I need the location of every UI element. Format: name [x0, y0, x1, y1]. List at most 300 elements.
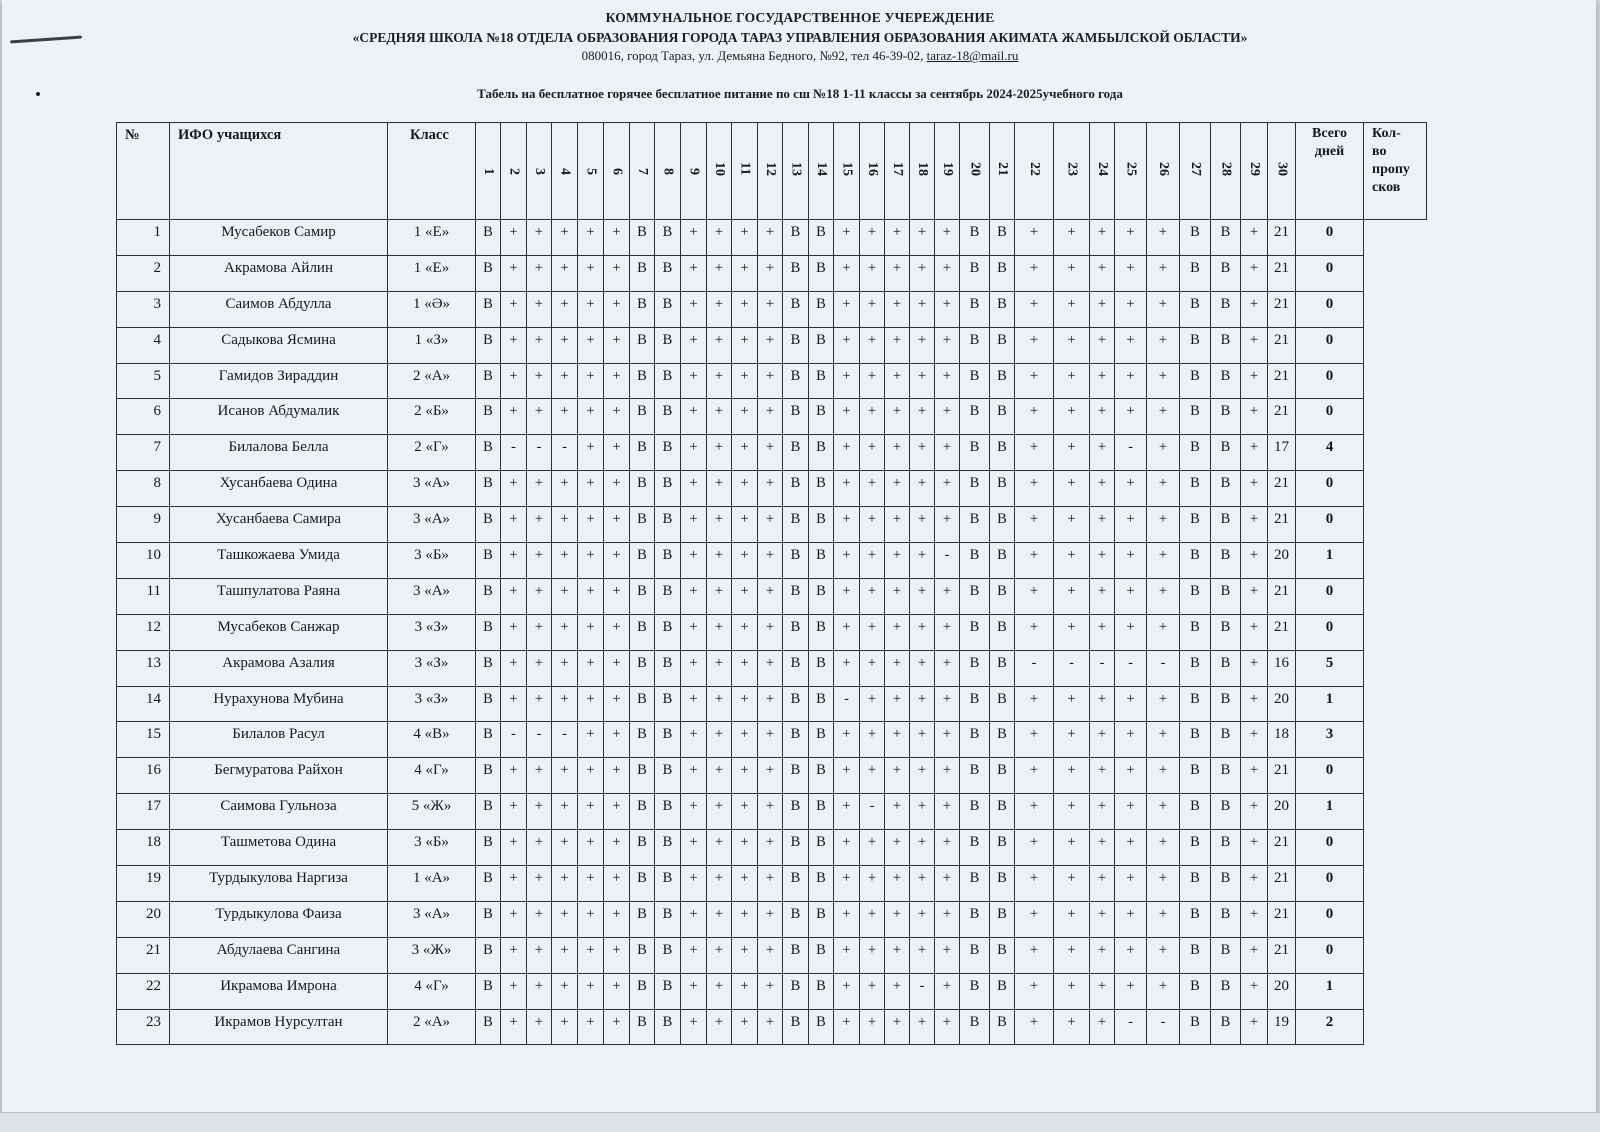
student-name-cell: Мусабеков Санжар: [170, 614, 388, 650]
attendance-mark-cell: +: [1015, 543, 1054, 579]
total-days-cell: 21: [1268, 507, 1296, 543]
attendance-mark-cell: +: [501, 650, 527, 686]
attendance-mark-cell: +: [552, 327, 578, 363]
attendance-mark-cell: В: [783, 1009, 809, 1045]
attendance-mark-cell: В: [655, 901, 681, 937]
attendance-mark-cell: +: [1054, 471, 1090, 507]
attendance-mark-cell: +: [758, 614, 783, 650]
attendance-mark-cell: +: [1015, 794, 1054, 830]
attendance-mark-cell: +: [1241, 578, 1268, 614]
missed-days-cell: 0: [1296, 866, 1364, 902]
attendance-mark-cell: +: [834, 435, 860, 471]
attendance-mark-cell: +: [707, 686, 732, 722]
attendance-mark-cell: +: [1054, 937, 1090, 973]
row-number-cell: 6: [117, 399, 170, 435]
attendance-mark-cell: +: [758, 722, 783, 758]
attendance-mark-cell: +: [578, 614, 604, 650]
attendance-mark-cell: +: [1090, 901, 1115, 937]
day-header-label: 14: [814, 161, 829, 176]
class-cell: 4 «Г»: [388, 973, 476, 1009]
row-number-cell: 21: [117, 937, 170, 973]
missed-days-cell: 0: [1296, 471, 1364, 507]
attendance-mark-cell: +: [1015, 758, 1054, 794]
attendance-mark-cell: В: [1180, 937, 1211, 973]
attendance-mark-cell: +: [860, 220, 885, 256]
attendance-mark-cell: +: [1241, 650, 1268, 686]
attendance-mark-cell: +: [578, 435, 604, 471]
attendance-mark-cell: В: [476, 507, 501, 543]
day-header-label: 21: [995, 161, 1010, 176]
attendance-mark-cell: В: [990, 614, 1015, 650]
attendance-mark-cell: +: [885, 435, 910, 471]
attendance-mark-cell: +: [834, 937, 860, 973]
attendance-mark-cell: В: [960, 722, 990, 758]
day-header-11: [732, 123, 758, 220]
attendance-mark-cell: +: [578, 363, 604, 399]
attendance-mark-cell: +: [1090, 686, 1115, 722]
attendance-mark-cell: В: [1180, 650, 1211, 686]
attendance-mark-cell: +: [681, 686, 707, 722]
day-header-26: [1147, 123, 1180, 220]
org-name-line2: «СРЕДНЯЯ ШКОЛА №18 ОТДЕЛА ОБРАЗОВАНИЯ ГОРОДА ТАРАЗ УПРАВЛЕНИЯ ОБРАЗОВАНИЯ АКИМАТА ЖАМБЫЛСКОЙ ОБЛАСТИ»: [352, 30, 1248, 45]
attendance-mark-cell: +: [604, 722, 630, 758]
total-days-cell: 21: [1268, 614, 1296, 650]
attendance-mark-cell: В: [630, 399, 655, 435]
row-number-cell: 18: [117, 830, 170, 866]
col-header-missed-days: [1364, 123, 1427, 220]
attendance-mark-cell: +: [1241, 291, 1268, 327]
attendance-mark-cell: +: [604, 435, 630, 471]
attendance-mark-cell: +: [1015, 399, 1054, 435]
attendance-mark-cell: +: [552, 291, 578, 327]
attendance-mark-cell: +: [1147, 399, 1180, 435]
attendance-mark-cell: +: [885, 578, 910, 614]
attendance-mark-cell: +: [527, 578, 552, 614]
day-header-17: [885, 123, 910, 220]
attendance-mark-cell: В: [1211, 1009, 1241, 1045]
attendance-mark-cell: В: [1211, 722, 1241, 758]
attendance-mark-cell: +: [860, 722, 885, 758]
attendance-mark-cell: +: [604, 291, 630, 327]
attendance-mark-cell: +: [707, 543, 732, 579]
class-cell: 5 «Ж»: [388, 794, 476, 830]
attendance-mark-cell: +: [552, 220, 578, 256]
attendance-mark-cell: +: [501, 973, 527, 1009]
attendance-mark-cell: В: [809, 578, 834, 614]
attendance-mark-cell: +: [501, 686, 527, 722]
attendance-mark-cell: +: [552, 686, 578, 722]
total-days-cell: 21: [1268, 255, 1296, 291]
attendance-mark-cell: +: [1147, 686, 1180, 722]
attendance-mark-cell: +: [1115, 901, 1147, 937]
day-header-label: 6: [609, 167, 625, 175]
total-days-cell: 21: [1268, 901, 1296, 937]
student-name-cell: Икрамов Нурсултан: [170, 1009, 388, 1045]
attendance-mark-cell: +: [1241, 220, 1268, 256]
attendance-mark-cell: В: [783, 543, 809, 579]
total-days-cell: 20: [1268, 794, 1296, 830]
attendance-mark-cell: В: [476, 614, 501, 650]
attendance-mark-cell: +: [501, 758, 527, 794]
attendance-mark-cell: В: [960, 937, 990, 973]
attendance-mark-cell: +: [578, 255, 604, 291]
attendance-mark-cell: +: [834, 471, 860, 507]
attendance-mark-cell: +: [758, 866, 783, 902]
missed-days-cell: 0: [1296, 901, 1364, 937]
email-link[interactable]: taraz-18@mail.ru: [926, 48, 1019, 63]
attendance-mark-cell: +: [732, 937, 758, 973]
attendance-mark-cell: В: [783, 937, 809, 973]
attendance-mark-cell: -: [501, 722, 527, 758]
attendance-mark-cell: +: [860, 973, 885, 1009]
class-cell: 3 «А»: [388, 578, 476, 614]
attendance-mark-cell: +: [1015, 578, 1054, 614]
attendance-mark-cell: +: [834, 830, 860, 866]
attendance-mark-cell: +: [834, 399, 860, 435]
attendance-mark-cell: +: [885, 650, 910, 686]
day-header-label: 13: [788, 161, 804, 176]
attendance-mark-cell: +: [935, 830, 960, 866]
attendance-mark-cell: +: [1054, 435, 1090, 471]
class-cell: 1 «А»: [388, 866, 476, 902]
attendance-mark-cell: В: [476, 255, 501, 291]
class-cell: 3 «Б»: [388, 543, 476, 579]
attendance-mark-cell: +: [681, 937, 707, 973]
attendance-mark-cell: В: [783, 973, 809, 1009]
attendance-mark-cell: В: [476, 722, 501, 758]
attendance-mark-cell: +: [910, 291, 935, 327]
attendance-mark-cell: +: [1090, 507, 1115, 543]
attendance-mark-cell: +: [1015, 686, 1054, 722]
attendance-mark-cell: В: [1211, 291, 1241, 327]
attendance-mark-cell: +: [681, 435, 707, 471]
attendance-mark-cell: +: [935, 471, 960, 507]
attendance-mark-cell: В: [809, 1009, 834, 1045]
attendance-mark-cell: +: [707, 435, 732, 471]
attendance-mark-cell: +: [935, 327, 960, 363]
attendance-mark-cell: +: [1054, 399, 1090, 435]
attendance-mark-cell: +: [860, 650, 885, 686]
attendance-mark-cell: +: [604, 901, 630, 937]
attendance-mark-cell: +: [1015, 255, 1054, 291]
attendance-mark-cell: +: [935, 578, 960, 614]
attendance-mark-cell: +: [707, 722, 732, 758]
total-days-cell: 17: [1268, 435, 1296, 471]
attendance-mark-cell: В: [960, 614, 990, 650]
org-address: [0, 48, 1600, 64]
attendance-mark-cell: В: [630, 220, 655, 256]
attendance-mark-cell: +: [707, 578, 732, 614]
attendance-mark-cell: В: [655, 1009, 681, 1045]
attendance-mark-cell: В: [655, 650, 681, 686]
attendance-mark-cell: В: [990, 794, 1015, 830]
attendance-mark-cell: +: [501, 901, 527, 937]
day-header-label: 26: [1156, 161, 1171, 176]
attendance-mark-cell: В: [1211, 327, 1241, 363]
attendance-mark-cell: В: [630, 471, 655, 507]
table-row: [117, 686, 1427, 722]
attendance-mark-cell: В: [990, 435, 1015, 471]
total-days-cell: 21: [1268, 399, 1296, 435]
attendance-mark-cell: +: [501, 578, 527, 614]
attendance-mark-cell: В: [1211, 435, 1241, 471]
attendance-mark-cell: +: [860, 399, 885, 435]
attendance-mark-cell: +: [1090, 363, 1115, 399]
attendance-mark-cell: +: [578, 399, 604, 435]
attendance-mark-cell: В: [809, 220, 834, 256]
attendance-mark-cell: +: [834, 614, 860, 650]
attendance-mark-cell: +: [578, 866, 604, 902]
attendance-mark-cell: +: [604, 220, 630, 256]
attendance-mark-cell: В: [783, 471, 809, 507]
class-cell: 3 «Ж»: [388, 937, 476, 973]
attendance-mark-cell: В: [1211, 686, 1241, 722]
attendance-mark-cell: +: [1090, 722, 1115, 758]
attendance-mark-cell: +: [1115, 507, 1147, 543]
attendance-mark-cell: +: [834, 901, 860, 937]
attendance-mark-cell: +: [552, 543, 578, 579]
address-text: 080016, город Тараз, ул. Демьяна Бедного, №92, тел 46-39-02,: [581, 48, 927, 63]
attendance-mark-cell: +: [935, 722, 960, 758]
table-row: [117, 973, 1427, 1009]
attendance-mark-cell: В: [960, 435, 990, 471]
attendance-mark-cell: +: [1115, 722, 1147, 758]
attendance-mark-cell: +: [552, 363, 578, 399]
student-name-cell: Ташметова Одина: [170, 830, 388, 866]
attendance-mark-cell: В: [476, 937, 501, 973]
attendance-mark-cell: +: [910, 722, 935, 758]
attendance-mark-cell: +: [1090, 471, 1115, 507]
table-row: [117, 650, 1427, 686]
row-number-cell: 1: [117, 220, 170, 256]
attendance-mark-cell: +: [1147, 973, 1180, 1009]
attendance-mark-cell: +: [860, 1009, 885, 1045]
missed-days-cell: 0: [1296, 578, 1364, 614]
day-header-label: 18: [915, 161, 930, 176]
attendance-mark-cell: +: [1054, 255, 1090, 291]
missed-header-line: сков: [1372, 180, 1401, 195]
attendance-mark-cell: +: [552, 650, 578, 686]
attendance-mark-cell: +: [681, 363, 707, 399]
attendance-mark-cell: +: [501, 543, 527, 579]
attendance-mark-cell: +: [1241, 686, 1268, 722]
day-header-1: [476, 123, 501, 220]
col-header-class: Класс: [388, 123, 476, 220]
missed-header-line: пропу: [1372, 162, 1410, 177]
attendance-mark-cell: +: [885, 830, 910, 866]
attendance-mark-cell: В: [655, 543, 681, 579]
attendance-mark-cell: В: [809, 507, 834, 543]
attendance-mark-cell: +: [885, 291, 910, 327]
attendance-mark-cell: +: [1015, 220, 1054, 256]
attendance-mark-cell: +: [604, 830, 630, 866]
attendance-mark-cell: +: [527, 937, 552, 973]
attendance-mark-cell: +: [681, 650, 707, 686]
row-number-cell: 10: [117, 543, 170, 579]
day-header-label: 7: [635, 167, 650, 175]
attendance-mark-cell: +: [527, 866, 552, 902]
attendance-mark-cell: +: [834, 578, 860, 614]
row-number-cell: 12: [117, 614, 170, 650]
attendance-mark-cell: +: [860, 327, 885, 363]
attendance-mark-cell: +: [885, 937, 910, 973]
attendance-mark-cell: -: [1115, 650, 1147, 686]
table-row: [117, 363, 1427, 399]
row-number-cell: 11: [117, 578, 170, 614]
attendance-mark-cell: +: [935, 866, 960, 902]
row-number-cell: 22: [117, 973, 170, 1009]
attendance-mark-cell: +: [1147, 471, 1180, 507]
attendance-mark-cell: +: [501, 327, 527, 363]
attendance-mark-cell: В: [990, 578, 1015, 614]
attendance-mark-cell: В: [990, 973, 1015, 1009]
class-cell: 2 «Б»: [388, 399, 476, 435]
attendance-mark-cell: +: [1090, 291, 1115, 327]
attendance-mark-cell: В: [783, 794, 809, 830]
attendance-mark-cell: В: [630, 901, 655, 937]
class-cell: 3 «А»: [388, 901, 476, 937]
attendance-mark-cell: -: [1054, 650, 1090, 686]
attendance-mark-cell: +: [552, 758, 578, 794]
org-name-line1: КОММУНАЛЬНОЕ ГОСУДАРСТВЕННОЕ УЧЕРЕЖДЕНИЕ: [605, 10, 995, 25]
total-days-cell: 21: [1268, 830, 1296, 866]
attendance-mark-cell: В: [990, 866, 1015, 902]
attendance-mark-cell: +: [732, 758, 758, 794]
attendance-mark-cell: +: [527, 220, 552, 256]
attendance-mark-cell: +: [834, 650, 860, 686]
attendance-mark-cell: +: [910, 399, 935, 435]
student-name-cell: Билалова Белла: [170, 435, 388, 471]
day-header-label: 28: [1218, 161, 1234, 176]
attendance-mark-cell: В: [783, 435, 809, 471]
table-row: [117, 901, 1427, 937]
class-cell: 4 «Г»: [388, 758, 476, 794]
day-header-2: [501, 123, 527, 220]
attendance-mark-cell: +: [604, 471, 630, 507]
attendance-mark-cell: +: [885, 327, 910, 363]
total-days-cell: 21: [1268, 327, 1296, 363]
attendance-mark-cell: +: [578, 650, 604, 686]
missed-days-cell: 1: [1296, 543, 1364, 579]
attendance-mark-cell: +: [604, 578, 630, 614]
attendance-mark-cell: +: [604, 255, 630, 291]
row-number-cell: 7: [117, 435, 170, 471]
attendance-mark-cell: +: [1054, 866, 1090, 902]
attendance-mark-cell: +: [732, 1009, 758, 1045]
attendance-mark-cell: +: [527, 758, 552, 794]
table-row: [117, 471, 1427, 507]
attendance-mark-cell: В: [809, 255, 834, 291]
attendance-mark-cell: +: [910, 614, 935, 650]
attendance-mark-cell: +: [552, 471, 578, 507]
attendance-mark-cell: +: [910, 650, 935, 686]
attendance-mark-cell: +: [910, 758, 935, 794]
attendance-mark-cell: В: [630, 650, 655, 686]
attendance-mark-cell: В: [630, 291, 655, 327]
attendance-mark-cell: +: [935, 220, 960, 256]
attendance-mark-cell: В: [990, 722, 1015, 758]
table-row: [117, 255, 1427, 291]
attendance-mark-cell: +: [935, 794, 960, 830]
missed-days-cell: 3: [1296, 722, 1364, 758]
attendance-mark-cell: -: [860, 794, 885, 830]
attendance-mark-cell: +: [732, 435, 758, 471]
total-days-cell: 21: [1268, 937, 1296, 973]
attendance-mark-cell: В: [809, 471, 834, 507]
row-number-cell: 15: [117, 722, 170, 758]
attendance-mark-cell: +: [1115, 758, 1147, 794]
attendance-mark-cell: В: [990, 543, 1015, 579]
attendance-mark-cell: +: [1241, 435, 1268, 471]
attendance-mark-cell: +: [758, 471, 783, 507]
total-header-line: дней: [1314, 144, 1345, 159]
missed-days-cell: 0: [1296, 327, 1364, 363]
day-header-label: 2: [506, 167, 522, 175]
student-name-cell: Саимова Гульноза: [170, 794, 388, 830]
attendance-mark-cell: +: [527, 901, 552, 937]
col-header-total-days: [1296, 123, 1364, 220]
attendance-mark-cell: В: [1180, 614, 1211, 650]
missed-days-cell: 0: [1296, 363, 1364, 399]
attendance-mark-cell: +: [1054, 220, 1090, 256]
attendance-mark-cell: В: [476, 794, 501, 830]
attendance-mark-cell: +: [860, 758, 885, 794]
day-header-19: [935, 123, 960, 220]
table-row: [117, 937, 1427, 973]
attendance-mark-cell: +: [910, 435, 935, 471]
attendance-mark-cell: В: [476, 291, 501, 327]
missed-days-cell: 0: [1296, 220, 1364, 256]
attendance-mark-cell: +: [681, 543, 707, 579]
attendance-mark-cell: +: [1090, 399, 1115, 435]
day-header-4: [552, 123, 578, 220]
attendance-mark-cell: +: [885, 255, 910, 291]
attendance-mark-cell: +: [604, 614, 630, 650]
attendance-mark-cell: +: [1015, 1009, 1054, 1045]
attendance-mark-cell: +: [1241, 543, 1268, 579]
attendance-mark-cell: +: [527, 399, 552, 435]
attendance-mark-cell: +: [578, 220, 604, 256]
attendance-mark-cell: +: [604, 507, 630, 543]
attendance-mark-cell: В: [476, 901, 501, 937]
attendance-mark-cell: +: [834, 291, 860, 327]
attendance-mark-cell: +: [1090, 255, 1115, 291]
attendance-mark-cell: +: [1115, 363, 1147, 399]
attendance-mark-cell: +: [885, 866, 910, 902]
attendance-mark-cell: В: [630, 866, 655, 902]
attendance-mark-cell: +: [1241, 363, 1268, 399]
missed-days-cell: 5: [1296, 650, 1364, 686]
attendance-mark-cell: +: [1147, 255, 1180, 291]
attendance-mark-cell: +: [935, 973, 960, 1009]
attendance-mark-cell: +: [1054, 901, 1090, 937]
attendance-mark-cell: +: [1015, 327, 1054, 363]
attendance-mark-cell: +: [707, 1009, 732, 1045]
attendance-mark-cell: В: [1211, 794, 1241, 830]
day-header-label: 5: [583, 167, 599, 175]
total-days-cell: 21: [1268, 758, 1296, 794]
attendance-mark-cell: В: [809, 543, 834, 579]
attendance-mark-cell: +: [1054, 758, 1090, 794]
attendance-mark-cell: +: [604, 973, 630, 1009]
attendance-mark-cell: В: [990, 758, 1015, 794]
attendance-mark-cell: +: [860, 255, 885, 291]
attendance-mark-cell: +: [910, 794, 935, 830]
attendance-mark-cell: +: [681, 614, 707, 650]
attendance-mark-cell: В: [809, 973, 834, 1009]
attendance-mark-cell: +: [1147, 435, 1180, 471]
attendance-mark-cell: В: [1211, 220, 1241, 256]
